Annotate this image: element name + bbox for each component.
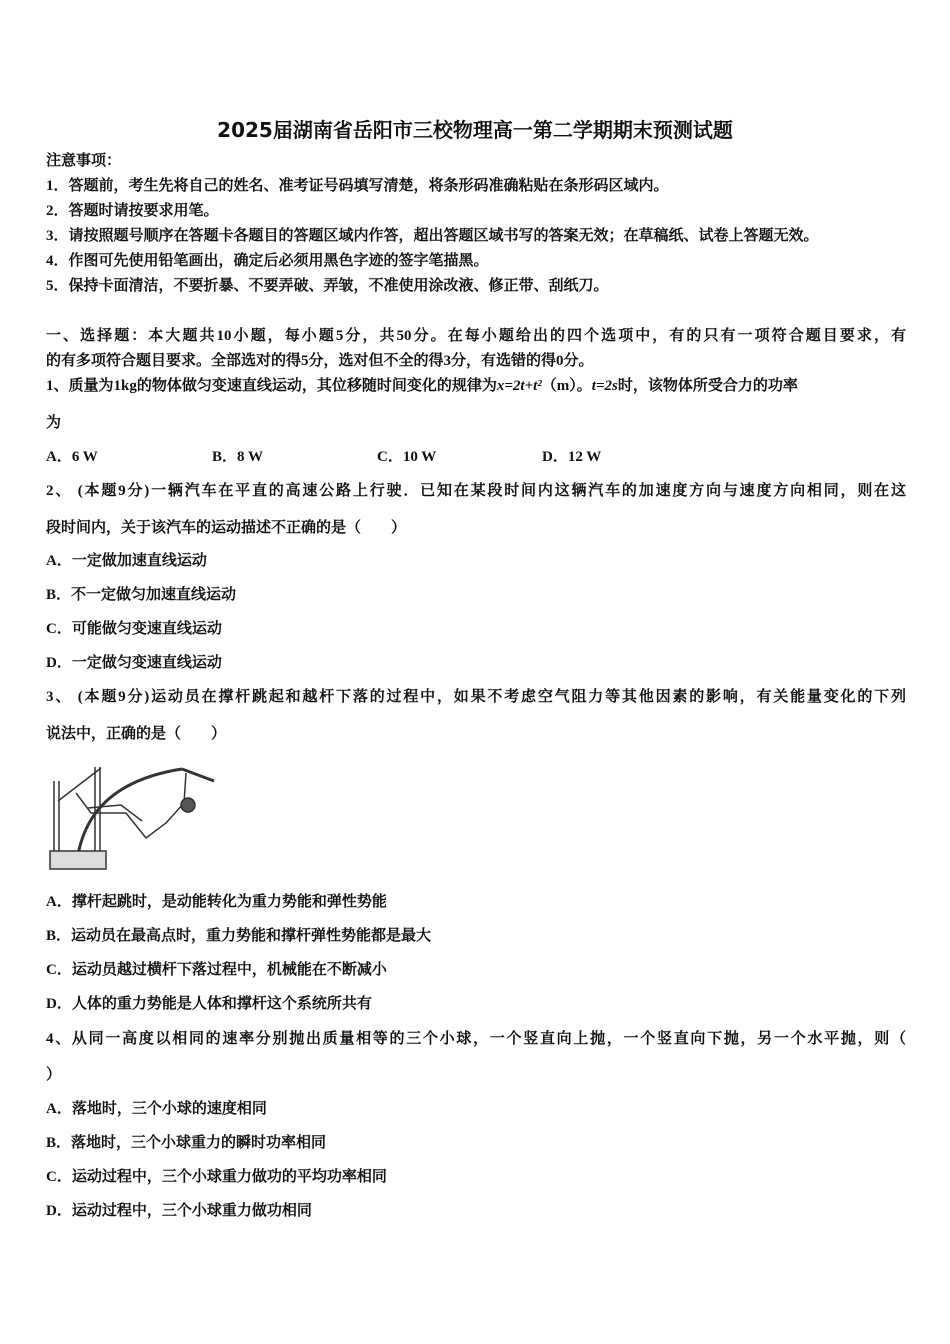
notice-item: 1．答题前，考生先将自己的姓名、准考证号码填写清楚，将条形码准确粘贴在条形码区域内。 [46,178,669,194]
q1-text-end: 时，该物体所受合力的功率 [617,378,798,394]
q2-option-c: C．可能做匀变速直线运动 [46,621,222,637]
question-4-stem-cont: ） [46,1067,62,1083]
q3-option-d: D．人体的重力势能是人体和撑杆这个系统所共有 [46,996,372,1012]
q1-option-c: C．10 W [377,449,437,465]
q3-option-c: C．运动员越过横杆下落过程中，机械能在不断减小 [46,962,387,978]
q2-option-d: D．一定做匀变速直线运动 [46,655,222,671]
q2-option-a: A．一定做加速直线运动 [46,553,207,569]
question-1-stem-cont: 为 [46,415,62,431]
q1-time: t=2s [591,378,618,394]
q2-option-b: B．不一定做匀加速直线运动 [46,587,237,603]
pole-vault-figure [46,763,216,873]
q4-option-a: A．落地时，三个小球的速度相同 [46,1101,267,1117]
q4-option-c: C．运动过程中，三个小球重力做功的平均功率相同 [46,1169,387,1185]
q1-unit: （m）。 [541,378,592,394]
section-instructions: 一、选择题：本大题共10小题，每小题5分，共50分。在每小题给出的四个选项中，有的只有一项符合题目要求，有 [46,328,906,344]
q3-option-a: A．撑杆起跳时，是动能转化为重力势能和弹性势能 [46,894,387,910]
q1-formula: x=2t+t² [496,378,542,394]
q1-option-b: B．8 W [212,449,263,465]
page-title: 2025届湖南省岳阳市三校物理高一第二学期期末预测试题 [217,118,733,142]
notice-item: 4．作图可先使用铅笔画出，确定后必须用黑色字迹的签字笔描黑。 [46,253,489,269]
notice-heading: 注意事项： [46,153,122,169]
notice-item: 5．保持卡面清洁，不要折暴、不要弄破、弄皱，不准使用涂改液、修正带、刮纸刀。 [46,278,609,294]
q1-option-a: A．6 W [46,449,98,465]
q1-option-d: D．12 W [542,449,602,465]
question-4-stem: 4、从同一高度以相同的速率分别抛出质量相等的三个小球，一个竖直向上抛，一个竖直向下抛，另一个水平抛，则（ [46,1031,906,1047]
section-instructions-cont: 的有多项符合题目要求。全部选对的得5分，选对但不全的得3分，有选错的得0分。 [46,353,594,369]
q4-option-d: D．运动过程中，三个小球重力做功相同 [46,1203,312,1219]
question-3-stem-cont: 说法中，正确的是（ ） [46,726,227,742]
q4-option-b: B．落地时，三个小球重力的瞬时功率相同 [46,1135,327,1151]
question-2-stem-cont: 段时间内，关于该汽车的运动描述不正确的是（ ） [46,520,407,536]
notice-item: 2．答题时请按要求用笔。 [46,203,219,219]
question-2-stem: 2、 (本题9分)一辆汽车在平直的高速公路上行驶．已知在某段时间内这辆汽车的加速度方向与速度方向相同，则在这 [46,483,906,499]
question-1-stem [46,376,798,396]
notice-item: 3．请按照题号顺序在答题卡各题目的答题区域内作答，超出答题区域书写的答案无效；在草稿纸、试卷上答题无效。 [46,228,819,244]
q1-text: 1、质量为1kg的物体做匀变速直线运动，其位移随时间变化的规律为 [46,378,497,394]
q3-option-b: B．运动员在最高点时，重力势能和撑杆弹性势能都是最大 [46,928,432,944]
question-3-stem: 3、 (本题9分)运动员在撑杆跳起和越杆下落的过程中，如果不考虑空气阻力等其他因素的影响，有关能量变化的下列 [46,689,906,705]
